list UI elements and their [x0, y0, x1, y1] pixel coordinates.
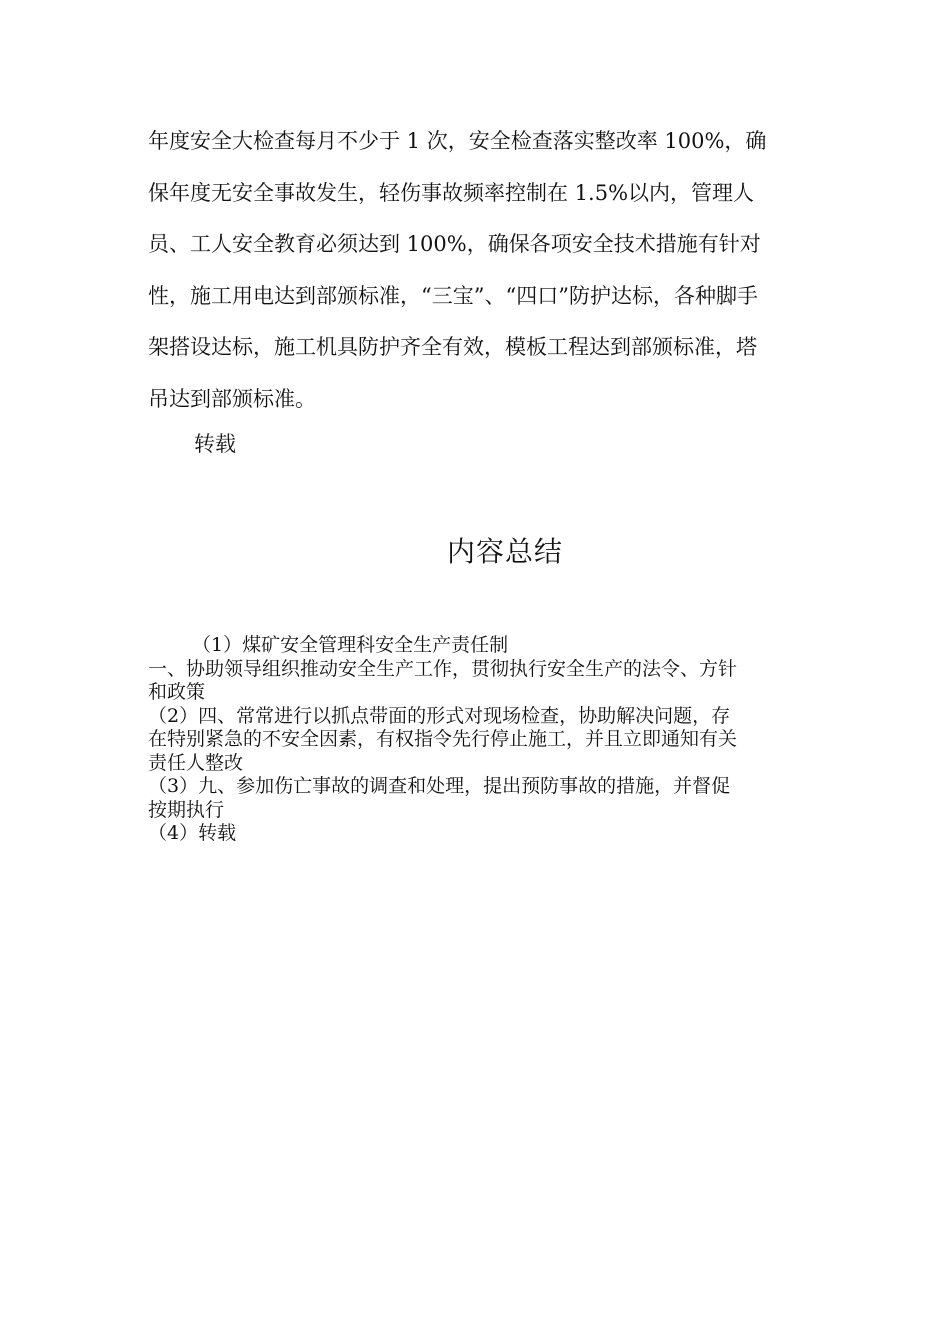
body-paragraph — [148, 116, 808, 425]
summary-line: （3）九、参加伤亡事故的调查和处理，提出预防事故的措施，并督促 — [148, 775, 731, 797]
summary-line: （4）转载 — [148, 822, 237, 844]
body-line: 保年度无安全事故发生，轻伤事故频率控制在 1.5%以内，管理人 — [148, 180, 755, 205]
summary-line: 一、协助领导组织推动安全生产工作，贯彻执行安全生产的法令、方针 — [148, 657, 738, 680]
summary-title: 内容总结 — [446, 535, 563, 568]
summary-line: （2）四、常常进行以抓点带面的形式对现场检查，协助解决问题，存 — [148, 704, 731, 727]
body-line: 员、工人安全教育必须达到 100%，确保各项安全技术措施有针对 — [148, 232, 761, 256]
summary-line: 责任人整改 — [148, 751, 244, 774]
summary-line: （1）煤矿安全管理科安全生产责任制 — [192, 634, 509, 656]
body-line: 年度安全大检查每月不少于 1 次，安全检查落实整改率 100%，确 — [148, 129, 767, 153]
summary-line: 按期执行 — [148, 798, 225, 821]
summary-line: 在特别紧急的不安全因素，有权指令先行停止施工，并且立即通知有关 — [148, 728, 738, 750]
body-line: 性，施工用电达到部颁标准，“三宝”、“四口”防护达标，各种脚手 — [148, 283, 758, 308]
summary-content — [148, 634, 798, 846]
repost-label: 转载 — [194, 432, 236, 456]
body-line: 架搭设达标，施工机具防护齐全有效，模板工程达到部颁标准，塔 — [148, 335, 757, 359]
body-line: 吊达到部颁标准。 — [148, 386, 316, 411]
summary-line: 和政策 — [148, 681, 206, 703]
